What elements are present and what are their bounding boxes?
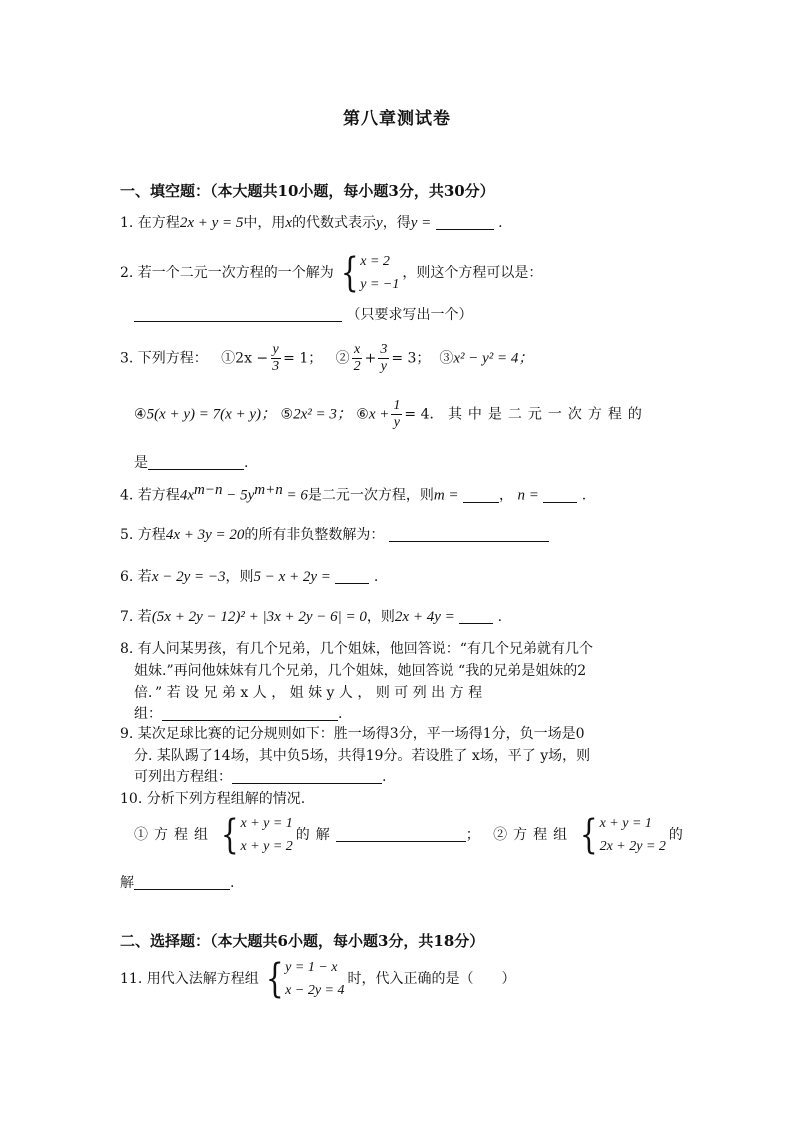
equation-system-1: { x + y = 1 x + y = 2 bbox=[220, 812, 293, 858]
question-3-answer-line: 是 . bbox=[134, 455, 249, 471]
question-11: 11. 用代入法解方程组 { y = 1 − x x − 2y = 4 时，代入正确的是（ ） bbox=[120, 956, 516, 1002]
question-10-parts: ①方程组 { x + y = 1 x + y = 2 的解 ； ②方程组 { x + y = 1 2x + 2y = 2 的 bbox=[134, 812, 683, 858]
answer-blank-m[interactable] bbox=[463, 488, 499, 503]
answer-blank[interactable] bbox=[436, 215, 494, 230]
question-9-line-3: 可列出方程组： . bbox=[134, 769, 387, 785]
answer-blank-n[interactable] bbox=[543, 488, 577, 503]
question-6: 6. 若x − 2y = −3，则5 − x + 2y = . bbox=[120, 569, 379, 585]
page-title: 第八章测试卷 bbox=[343, 109, 451, 129]
equation-system: { y = 1 − x x − 2y = 4 bbox=[265, 956, 345, 1002]
answer-blank[interactable] bbox=[459, 609, 493, 624]
equation-system: { x = 2 y = −1 bbox=[340, 250, 400, 296]
question-3: 3. 下列方程： ①2x − $\frac{y}{3}$ = 1； ② $\frac{x}{2}$ + $\frac{3}{y}$ = 3； ③x² − y² = 4； bbox=[120, 342, 534, 374]
question-2: 2. 若一个二元一次方程的一个解为 { x = 2 y = −1 ，则这个方程可以是： bbox=[120, 250, 543, 296]
question-9-line-1: 9. 某次足球比赛的记分规则如下：胜一场得3分，平一场得1分，负一场是0 bbox=[120, 726, 585, 742]
question-1: 1. 在方程2x + y = 5中，用x的代数式表示y，得y = . bbox=[120, 215, 503, 231]
answer-blank[interactable] bbox=[134, 875, 230, 890]
answer-blank[interactable] bbox=[162, 706, 338, 721]
question-3-options: ④5(x + y) = 7(x + y)； ⑤2x² = 3； ⑥x + $\frac{1}{y}$ = 4． 其中是二元一次方程的 bbox=[134, 398, 648, 430]
question-5: 5. 方程4x + 3y = 20的所有非负整数解为： bbox=[120, 524, 549, 544]
section-heading-multiple-choice: 二、选择题：（本大题共6小题，每小题3分，共18分） bbox=[120, 932, 485, 950]
answer-blank[interactable] bbox=[134, 307, 342, 322]
question-9-line-2: 分. 某队踢了14场，其中负5场，共得19分。若设胜了 x场，平了 y场，则 bbox=[134, 748, 591, 764]
question-4: 4. 若方程$4x^{m-n} - 5y^{m+n} = 6$是二元一次方程，则m = ， n = . bbox=[120, 482, 587, 504]
section-heading-fill-in: 一、填空题：（本大题共10小题，每小题3分，共30分） bbox=[120, 182, 495, 200]
answer-blank[interactable] bbox=[336, 827, 466, 842]
question-8-line-4: 组： . bbox=[134, 706, 343, 722]
equation-system-2: { x + y = 1 2x + 2y = 2 bbox=[579, 812, 666, 858]
answer-blank[interactable] bbox=[389, 527, 549, 542]
question-8-line-3: 倍．” 若 设 兄 弟 x 人 ， 姐 妹 y 人 ， 则 可 列 出 方 程 bbox=[134, 685, 483, 701]
answer-blank[interactable] bbox=[148, 455, 244, 470]
answer-blank[interactable] bbox=[335, 569, 369, 584]
question-7: 7. 若(5x + 2y − 12)² + |3x + 2y − 6| = 0，则2x + 4y = . bbox=[120, 609, 503, 625]
answer-blank[interactable] bbox=[232, 769, 382, 784]
question-10-answer-line: 解 . bbox=[120, 875, 235, 891]
question-8-line-1: 8. 有人问某男孩，有几个兄弟，几个姐妹，他回答说：“有几个兄弟就有几个 bbox=[120, 641, 593, 657]
question-2-answer-line: （只要求写出一个） bbox=[134, 304, 472, 324]
question-10: 10. 分析下列方程组解的情况. bbox=[120, 791, 306, 807]
question-8-line-2: 姐妹.”再问他妹妹有几个兄弟，几个姐妹，她回答说 “我的兄弟是姐妹的2 bbox=[134, 663, 587, 679]
